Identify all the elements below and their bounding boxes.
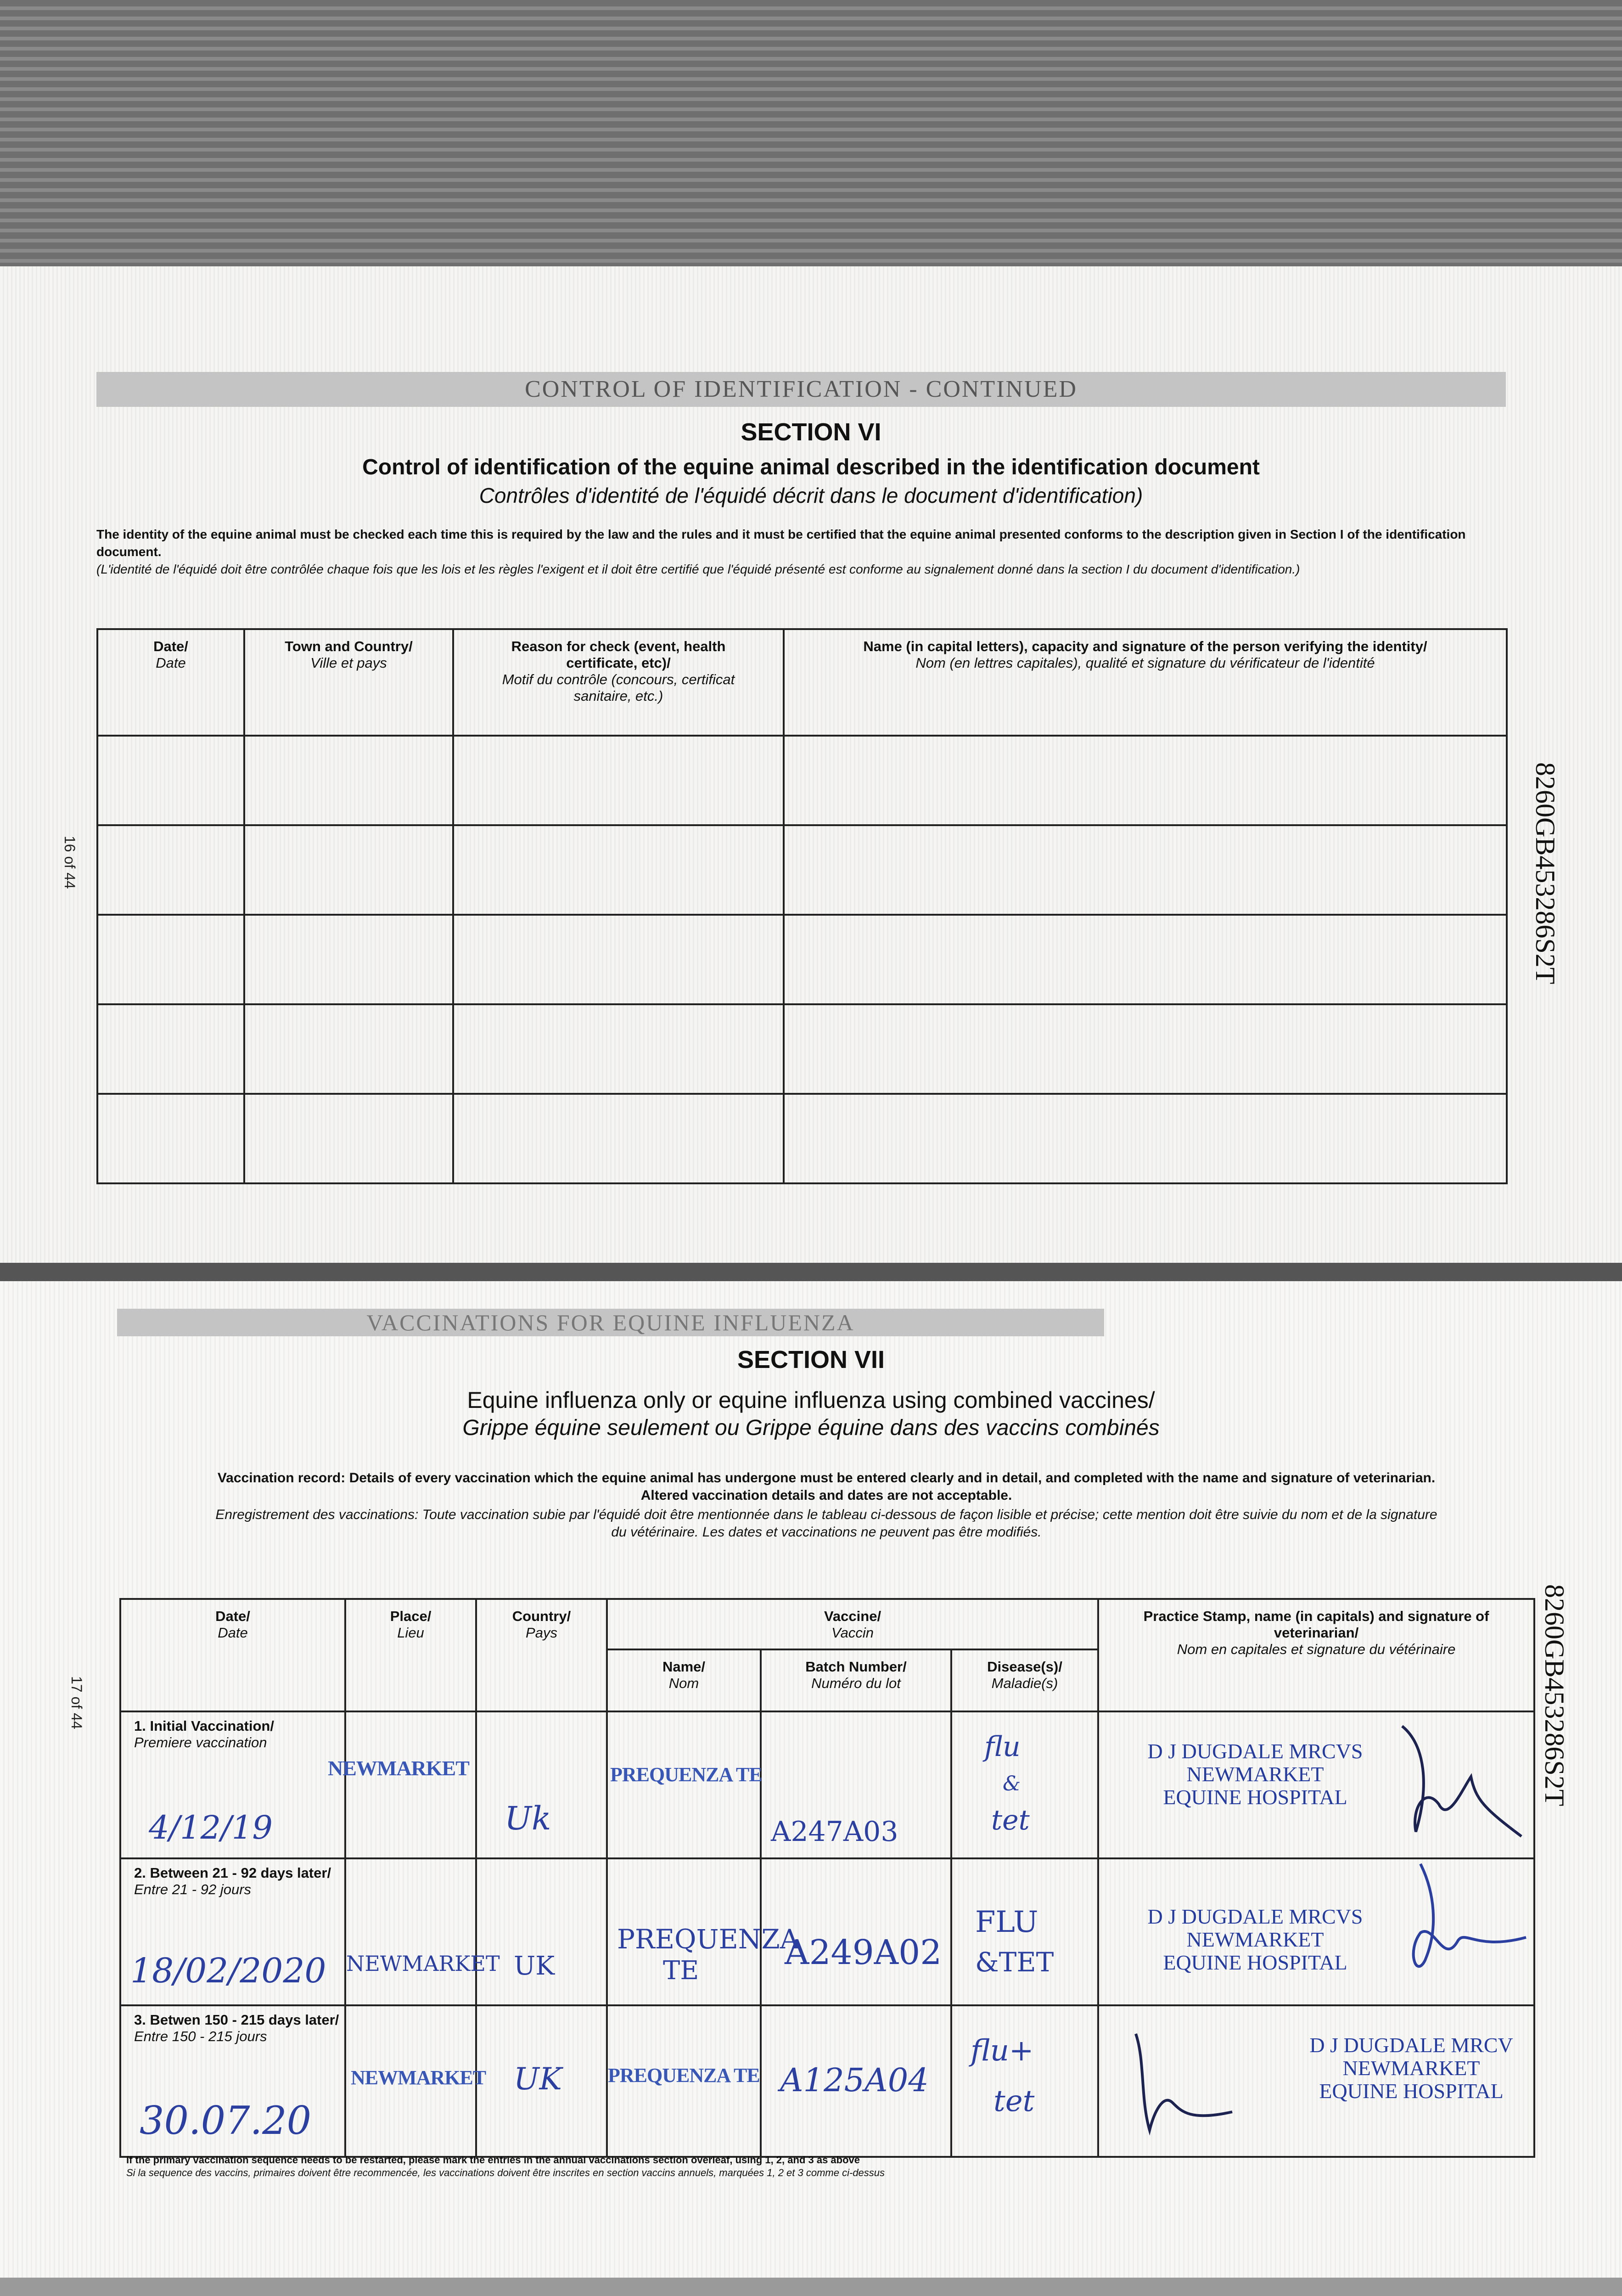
handwritten-date: 18/02/2020 xyxy=(130,1951,326,1991)
section-subtitle-en: Equine influenza only or equine influenza using combined vaccines/ xyxy=(467,1387,1155,1413)
handwritten-disease: flu+ xyxy=(971,2034,1034,2068)
vet-stamp: D J DUGDALE MRCVS NEWMARKET EQUINE HOSPITAL xyxy=(1147,1739,1363,1809)
table-cell[interactable] xyxy=(784,1004,1507,1094)
instructions-note xyxy=(96,526,1492,578)
practice-stamp-cell[interactable] xyxy=(1098,1711,1534,1858)
page-fold-gutter xyxy=(0,1263,1622,1281)
handwritten-disease: tet xyxy=(993,2084,1035,2118)
practice-stamp-cell[interactable] xyxy=(1098,2005,1534,2157)
col-town-country-header: Town and Country/ Ville et pays xyxy=(244,629,453,736)
col-reason-header: Reason for check (event, health certificate, etc)/ Motif du contrôle (concours, certificat sanitaire, etc.) xyxy=(453,629,784,736)
section-subtitle-fr: Contrôles d'identité de l'équidé décrit dans le document d'identification) xyxy=(479,484,1143,507)
vaccine-name-cell[interactable] xyxy=(607,1858,799,2005)
table-row xyxy=(97,1004,1507,1094)
handwritten-batch: A247A03 xyxy=(771,1816,898,1848)
table-cell[interactable] xyxy=(97,915,244,1004)
table-cell[interactable] xyxy=(244,1094,453,1183)
col-date-header: Date/ Date xyxy=(97,629,244,736)
vet-signature-graphic xyxy=(1384,1717,1531,1850)
handwritten-batch: A249A02 xyxy=(785,1933,942,1972)
handwritten-place: NEWMARKET xyxy=(346,1951,500,1976)
vaccination-row-2 xyxy=(120,1858,1534,2005)
col-vaccine-name-header: Name/ Nom xyxy=(607,1649,761,1711)
table-row xyxy=(97,825,1507,915)
place-stamp: NEWMARKET xyxy=(328,1756,469,1780)
col-practice-stamp-header: Practice Stamp, name (in capitals) and signature of veterinarian/ Nom en capitales et signature du vétérinaire xyxy=(1098,1599,1534,1711)
handwritten-country: UK xyxy=(514,1951,555,1981)
section-subtitle-en: Control of identification of the equine animal described in the identification document xyxy=(362,455,1260,479)
table-row xyxy=(97,736,1507,825)
table-cell[interactable] xyxy=(244,915,453,1004)
col-verifier-header: Name (in capital letters), capacity and signature of the person verifying the identity/ Nom (en lettres capitales), qualité et signature du vérificateur de l'identité xyxy=(784,629,1507,736)
handwritten-date: 30.07.20 xyxy=(140,2098,312,2143)
handwritten-vaccine-name: PREQUENZA xyxy=(617,1924,799,1955)
date-cell[interactable] xyxy=(120,2005,345,2157)
table-header-row xyxy=(97,629,1507,736)
disease-cell[interactable] xyxy=(951,1711,1098,1858)
vet-stamp: D J DUGDALE MRCVS NEWMARKET EQUINE HOSPITAL xyxy=(1147,1905,1363,1974)
disease-cell[interactable] xyxy=(951,2005,1098,2157)
disease-cell[interactable] xyxy=(951,1858,1098,2005)
handwritten-vaccine-name: TE xyxy=(663,1956,699,1986)
scanner-background-top xyxy=(0,0,1622,266)
handwritten-disease: tet xyxy=(991,1804,1030,1836)
restart-footnote: If the primary vaccination sequence needs to be restarted, please mark the entries in the annual vaccinations section overleaf, using 1, 2, and 3 as above Si la sequence des vaccins, primaires doivent être recommencée, les vaccinations doivent être inscrites en section vaccins annuels, marquées 1, 2 et 3 comme ci-dessus xyxy=(126,2154,885,2178)
handwritten-disease: & xyxy=(1003,1772,1021,1795)
section-banner: CONTROL OF IDENTIFICATION - CONTINUED xyxy=(96,372,1506,407)
table-cell[interactable] xyxy=(453,825,784,915)
table-row xyxy=(97,915,1507,1004)
col-date-header: Date/ Date xyxy=(120,1599,345,1711)
vaccine-name-cell[interactable] xyxy=(607,2005,761,2157)
table-cell[interactable] xyxy=(784,915,1507,1004)
passport-page-16 xyxy=(0,266,1622,1263)
handwritten-date: 4/12/19 xyxy=(149,1809,273,1846)
date-cell[interactable] xyxy=(120,1711,345,1858)
table-cell[interactable] xyxy=(97,1094,244,1183)
practice-stamp-cell[interactable] xyxy=(1098,1858,1534,2005)
table-cell[interactable] xyxy=(453,1004,784,1094)
passport-id-vertical: 8260GB453286S2T xyxy=(1530,762,1560,985)
col-batch-number-header: Batch Number/ Numéro du lot xyxy=(761,1649,951,1711)
vet-signature-graphic xyxy=(1117,2025,1246,2139)
vaccine-name-cell[interactable] xyxy=(607,1711,761,1858)
vaccination-record-note-fr: Enregistrement des vaccinations: Toute vaccination subie par l'équidé doit être mentionnée dans le tableau ci-dessous de façon lisible et précise; cette mention doit être suivie du nom et de la signature du vétérinaire. Les dates et vaccinations ne peuvent pas être modifiés. xyxy=(215,1507,1437,1540)
place-stamp: NEWMARKET xyxy=(351,2066,486,2089)
instructions-en: The identity of the equine animal must be checked each time this is required by the law and the rules and it must be certified that the equine animal presented conforms to the description given in Section I of the identification document. xyxy=(96,527,1466,559)
scanner-background-bottom xyxy=(0,2278,1622,2296)
passport-id-vertical: 8260GB453286S2T xyxy=(1539,1584,1570,1806)
handwritten-disease: flu xyxy=(984,1731,1021,1763)
vaccination-record-note-en: Vaccination record: Details of every vaccination which the equine animal has undergone must be entered clearly and in detail, and completed with the name and signature of veterinarian. Altered vaccination details and dates are not acceptable. xyxy=(217,1470,1436,1503)
table-cell[interactable] xyxy=(244,1004,453,1094)
table-cell[interactable] xyxy=(453,736,784,825)
col-vaccine-header: Vaccine/ Vaccin xyxy=(607,1599,1098,1649)
handwritten-country: Uk xyxy=(505,1800,551,1837)
col-disease-header: Disease(s)/ Maladie(s) xyxy=(951,1649,1098,1711)
section-banner: VACCINATIONS FOR EQUINE INFLUENZA xyxy=(117,1309,1104,1336)
table-cell[interactable] xyxy=(453,1094,784,1183)
vet-signature-graphic xyxy=(1384,1859,1531,1997)
col-place-header: Place/ Lieu xyxy=(345,1599,476,1711)
table-header-row xyxy=(120,1599,1534,1649)
section-subtitle-fr: Grippe équine seulement ou Grippe équine dans des vaccins combinés xyxy=(462,1416,1160,1440)
country-cell[interactable] xyxy=(476,2005,607,2157)
handwritten-disease: FLU xyxy=(975,1905,1038,1939)
vaccine-name-stamp: PREQUENZA TE xyxy=(610,1763,762,1786)
section-title: SECTION VI xyxy=(741,418,881,446)
table-cell[interactable] xyxy=(97,736,244,825)
place-cell[interactable] xyxy=(345,1858,500,2005)
vet-stamp: D J DUGDALE MRCV NEWMARKET EQUINE HOSPITAL xyxy=(1309,2033,1513,2103)
page-number: 17 of 44 xyxy=(68,1676,85,1729)
country-cell[interactable] xyxy=(476,1711,607,1858)
col-country-header: Country/ Pays xyxy=(476,1599,607,1711)
table-cell[interactable] xyxy=(97,825,244,915)
table-row xyxy=(97,1094,1507,1183)
handwritten-disease: &TET xyxy=(975,1947,1054,1978)
date-cell[interactable] xyxy=(120,1858,345,2005)
batch-number-cell[interactable] xyxy=(761,2005,951,2157)
vaccination-row-1 xyxy=(120,1711,1534,1858)
batch-number-cell[interactable] xyxy=(761,1711,951,1858)
place-cell[interactable] xyxy=(345,2005,486,2157)
identity-check-table xyxy=(96,628,1508,1184)
table-cell[interactable] xyxy=(453,915,784,1004)
table-cell[interactable] xyxy=(244,825,453,915)
table-cell[interactable] xyxy=(244,736,453,825)
place-cell[interactable] xyxy=(328,1711,476,1858)
handwritten-country: UK xyxy=(514,2061,562,2097)
table-cell[interactable] xyxy=(97,1004,244,1094)
country-cell[interactable] xyxy=(476,1858,607,2005)
vaccination-table xyxy=(119,1598,1535,2158)
instructions-fr: (L'identité de l'équidé doit être contrôlée chaque fois que les lois et les règles l'exigent et il doit être certifié que l'équidé présenté est conforme au signalement donné dans la section I du document d'identification.) xyxy=(96,562,1300,576)
row-label: 3. Betwen 150 - 215 days later/ Entre 150 - 215 jours xyxy=(134,2012,339,2044)
row-label: 1. Initial Vaccination/ Premiere vaccination xyxy=(134,1718,274,1750)
table-cell[interactable] xyxy=(784,825,1507,915)
section-title: SECTION VII xyxy=(737,1346,885,1373)
table-cell[interactable] xyxy=(784,1094,1507,1183)
passport-page-17 xyxy=(0,1281,1622,2278)
vaccination-row-3 xyxy=(120,2005,1534,2157)
vaccine-name-stamp: PREQUENZA TE xyxy=(608,2064,760,2087)
page-number: 16 of 44 xyxy=(62,836,78,889)
row-label: 2. Between 21 - 92 days later/ Entre 21 - 92 jours xyxy=(134,1865,331,1897)
table-cell[interactable] xyxy=(784,736,1507,825)
handwritten-batch: A125A04 xyxy=(780,2061,929,2099)
